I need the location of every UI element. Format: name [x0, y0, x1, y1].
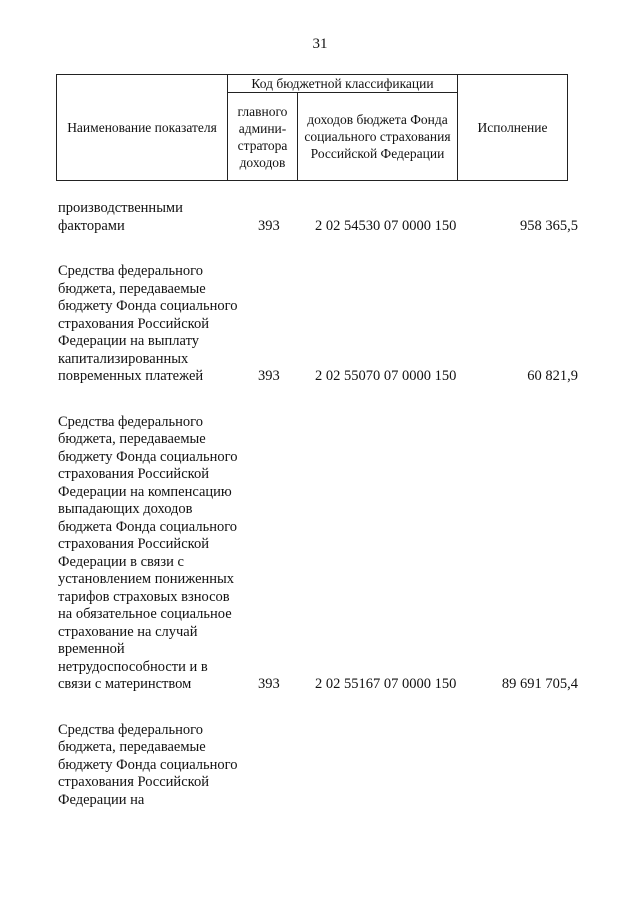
page-number: 31	[312, 36, 328, 52]
header-income: доходов бюджета Фонда социального страхования Российской Федерации	[298, 93, 458, 181]
row-kbk-code: 2 02 55070 07 0000 150	[315, 368, 457, 384]
table-row	[58, 200, 578, 235]
table-row	[58, 263, 578, 386]
header-name: Наименование показателя	[57, 75, 228, 181]
row-name: Средства федерального бюджета, передаваемые бюджету Фонда социального страхования Российской Федерации на	[58, 721, 238, 808]
header-admin: главного админи-стратора доходов	[228, 93, 298, 181]
table-row	[58, 414, 578, 694]
row-amount: 89 691 705,4	[501, 676, 578, 692]
row-admin-code: 393	[258, 676, 280, 692]
table-body	[58, 200, 578, 837]
row-kbk-code: 2 02 55167 07 0000 150	[315, 676, 457, 692]
row-admin-code: 393	[258, 368, 280, 384]
row-amount: 958 365,5	[520, 217, 578, 234]
row-kbk-code: 2 02 54530 07 0000 150	[315, 217, 457, 234]
row-name: производственными факторами	[58, 200, 183, 234]
row-admin-code: 393	[258, 217, 280, 234]
table-header	[56, 74, 568, 181]
row-name: Средства федерального бюджета, передаваемые бюджету Фонда социального страхования Российской Федерации на выплату капитализированных повременных платежей	[58, 263, 238, 384]
row-amount: 60 821,9	[527, 368, 578, 384]
header-group: Код бюджетной классификации	[228, 75, 458, 93]
header-execution: Исполнение	[458, 75, 568, 181]
row-name: Средства федерального бюджета, передаваемые бюджету Фонда социального страхования Российской Федерации на компенсацию выпадающих доходов бюджета Фонда социального страхования Российской Федерации в связи с установлением пониженных тарифов страховых взносов на обязательное социальное страхование на случай временной нетрудоспособности и в связи с материнством	[58, 413, 238, 692]
table-row	[58, 722, 578, 810]
